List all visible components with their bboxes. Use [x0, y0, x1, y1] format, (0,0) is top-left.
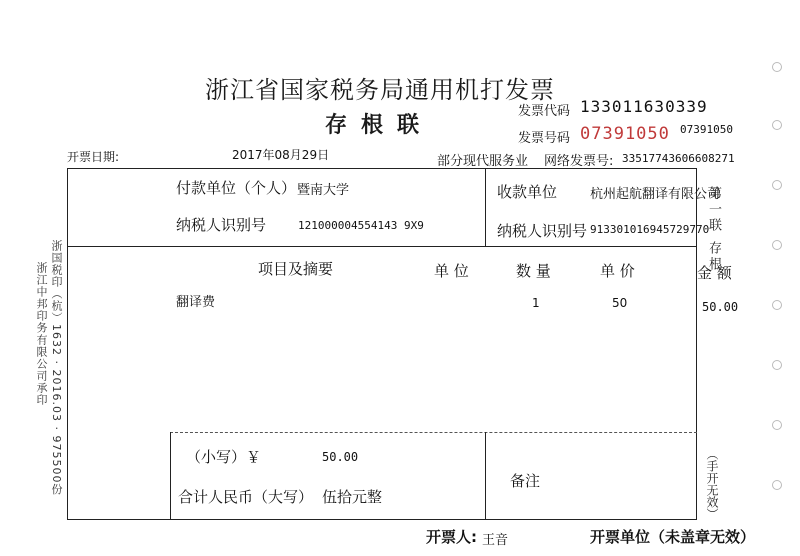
- invoice-title: 浙江省国家税务局通用机打发票: [205, 76, 555, 104]
- issue-date-label: 开票日期:: [67, 150, 120, 164]
- totals-remark-divider: [485, 432, 486, 520]
- perforation-hole: [772, 360, 782, 370]
- total-small-label: （小写）￥: [186, 448, 262, 466]
- header-item: 项目及摘要: [258, 260, 334, 278]
- payer-tax-label: 纳税人识别号: [176, 216, 267, 234]
- total-small-value: 50.00: [322, 450, 359, 464]
- network-invoice-value: 33517743606608271: [622, 152, 735, 165]
- header-price: 单 价: [600, 262, 635, 280]
- payer-payee-divider: [485, 168, 486, 246]
- invoice-number-label: 发票号码: [518, 131, 571, 146]
- copy-label: 第一联 存根: [706, 186, 721, 274]
- remark-label: 备注: [510, 472, 541, 490]
- issuer-label: 开票单位（未盖章无效）: [590, 528, 756, 546]
- payee-name-value: 杭州起航翻译有限公司: [590, 187, 721, 202]
- invoice-code-label: 发票代码: [518, 104, 571, 119]
- network-invoice-label: 网络发票号:: [544, 154, 614, 169]
- payee-tax-label: 纳税人识别号: [497, 222, 588, 240]
- perforation-hole: [772, 240, 782, 250]
- total-big-label: 合计人民币（大写）: [178, 488, 314, 506]
- payer-tax-value: 121000004554143 9X9: [298, 219, 424, 232]
- row-item: 翻译费: [176, 295, 216, 310]
- totals-left-divider: [170, 432, 171, 520]
- invoice-subtitle: 存根联: [325, 112, 434, 138]
- row-quantity: 1: [532, 296, 540, 310]
- perforation-hole: [772, 480, 782, 490]
- payer-name-value: 暨南大学: [297, 183, 350, 198]
- perforation-hole: [772, 300, 782, 310]
- row-price: 50: [612, 296, 628, 310]
- invoice-number-red: 07391050: [580, 124, 670, 144]
- printer-info-2: 浙江中邦印务有限公司承印: [35, 262, 48, 406]
- drawer-value: 王音: [482, 533, 509, 548]
- printer-info-1: 浙国税印（杭）1632 · 2016.03 · 975500份: [50, 240, 63, 496]
- invoice-number-small: 07391050: [680, 123, 733, 136]
- industry-label: 部分现代服务业: [437, 154, 529, 169]
- header-amount: 金 额: [697, 264, 732, 282]
- row-amount: 50.00: [702, 300, 739, 314]
- header-quantity: 数 量: [516, 262, 551, 280]
- perforation-hole: [772, 120, 782, 130]
- perforation-hole: [772, 180, 782, 190]
- handwrite-invalid-note: （手开无效）: [705, 448, 719, 520]
- payee-tax-value: 913301016945729770: [590, 223, 710, 236]
- payer-name-label: 付款单位（个人）: [176, 179, 297, 197]
- header-unit: 单 位: [434, 262, 469, 280]
- party-section-bottom: [67, 246, 697, 247]
- drawer-label: 开票人:: [426, 528, 477, 546]
- items-dashed-divider: [170, 432, 697, 433]
- perforation-hole: [772, 420, 782, 430]
- total-big-value: 伍拾元整: [322, 488, 383, 506]
- perforation-hole: [772, 62, 782, 72]
- payee-name-label: 收款单位: [497, 183, 558, 201]
- invoice-code-value: 133011630339: [580, 97, 708, 116]
- issue-date-value: 2017年08月29日: [232, 148, 330, 162]
